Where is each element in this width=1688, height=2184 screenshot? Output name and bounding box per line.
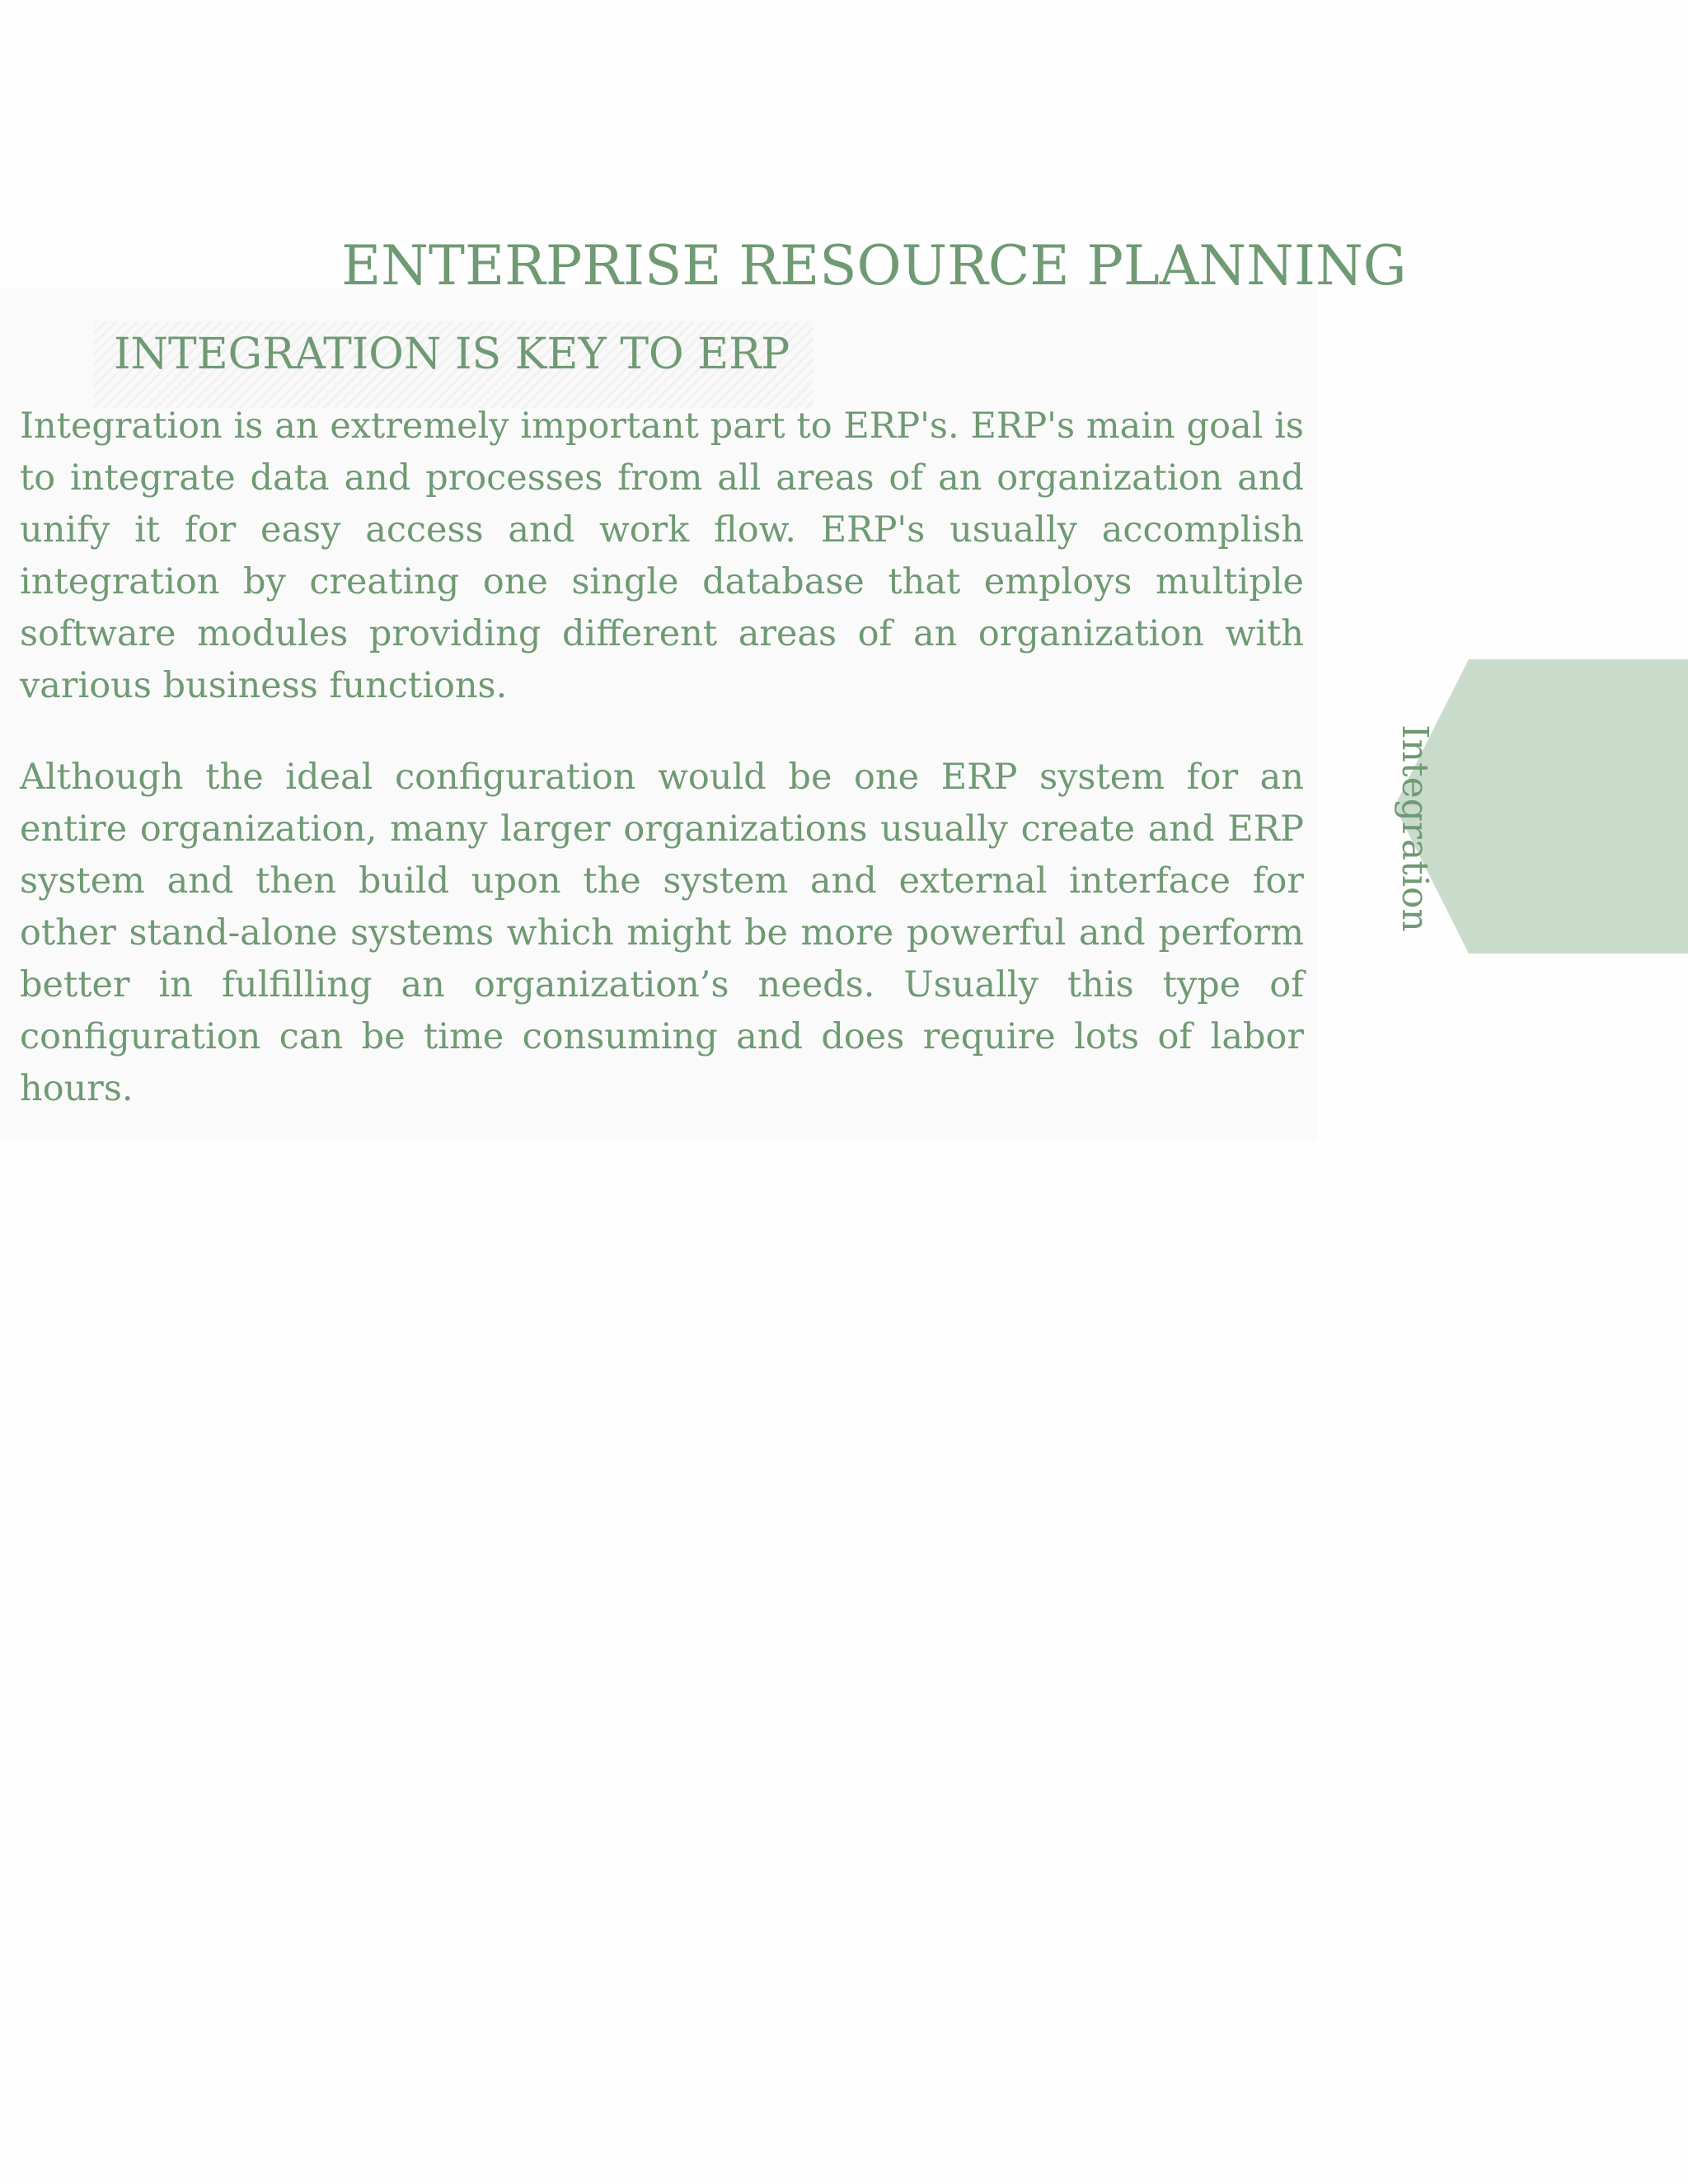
body-paragraph-2: Although the ideal configuration would be one ERP system for an entire organization, many larger organizations usually create and ERP system and then build upon the system and external interface for other stand-alone systems which might be more powerful and perform better in fulfilling an organization’s needs. Usually this type of configuration can be time consuming and does require lots of labor hours. bbox=[20, 757, 1304, 1109]
body-paragraph-1: Integration is an extremely important part to ERP's. ERP's main goal is to integrate data and processes from all areas of an organization and unify it for easy access and work flow. ERP's usually accomplish integration by creating one single database that employs multiple software modules providing different areas of an organization with various business functions. bbox=[20, 405, 1304, 706]
page-title: ENTERPRISE RESOURCE PLANNING bbox=[341, 234, 1407, 298]
side-tab-label: Integration bbox=[1394, 724, 1436, 932]
side-tab-integration bbox=[1395, 659, 1688, 954]
section-heading: INTEGRATION IS KEY TO ERP bbox=[114, 330, 790, 379]
